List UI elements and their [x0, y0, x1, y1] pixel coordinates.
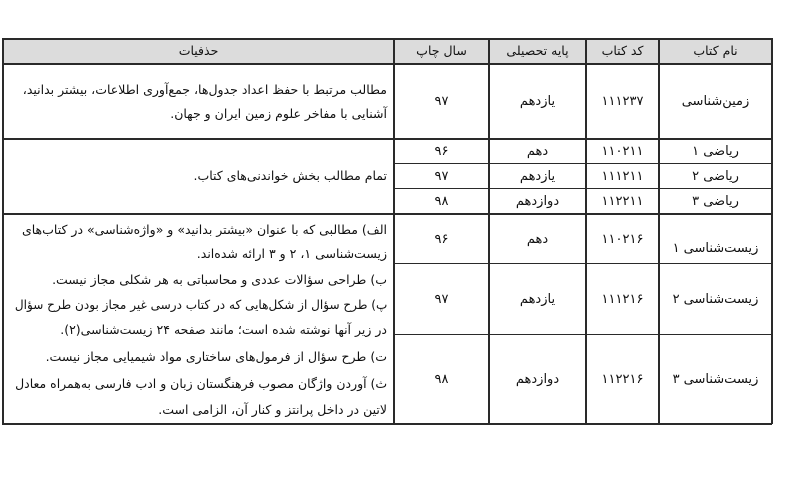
deletion-text: الف) مطالبی که با عنوان «بیشتر بدانید» و «واژه‌شناسی» در کتاب‌های: [21, 222, 387, 237]
deletion-text: آشنایی با مفاخر علوم زمین ایران و جهان.: [170, 106, 387, 121]
deletion-text: پ) طرح سؤال از شکل‌هایی که در کتاب درسی غیر مجاز بودن طرح سؤال: [14, 297, 387, 312]
header-book-code: کد کتاب: [587, 40, 658, 63]
table-left-border: [2, 38, 4, 424]
cell-book-code: ۱۱۰۲۱۱: [601, 144, 644, 159]
cell-print-year: ۹۸: [434, 193, 449, 209]
deletion-text: ب) طراحی سؤالات عددی و محاسباتی به هر شکلی مجاز نیست.: [52, 272, 387, 287]
deletion-text: مطالب مرتبط با حفظ اعداد جدول‌ها، جمع‌آوری اطلاعات، بیشتر بدانید،: [22, 82, 387, 97]
cell-grade: یازدهم: [519, 168, 556, 184]
table-bottom-border: [2, 423, 772, 425]
cell-print-year: ۹۷: [434, 94, 449, 109]
cell-book-name: زمین‌شناسی: [681, 94, 750, 109]
deletion-text: ت) طرح سؤال از فرمول‌های ساختاری مواد شیمیایی مجاز نیست.: [45, 349, 387, 364]
cell-grade: یازدهم: [519, 94, 556, 109]
cell-book-code: ۱۱۱۲۱۶: [601, 291, 644, 307]
cell-print-year: ۹۸: [434, 371, 449, 387]
cell-grade: دوازدهم: [515, 193, 560, 209]
deletion-text: لاتین در داخل پرانتز و کنار آن، الزامی است.: [158, 402, 387, 417]
cell-book-name: ریاضی ۱: [692, 144, 739, 159]
cell-grade: دوازدهم: [515, 371, 560, 387]
header-deletions: حذفیات: [4, 40, 393, 63]
cell-grade: دهم: [526, 231, 549, 247]
deletion-text: زیست‌شناسی ۱، ۲ و ۳ ارائه شده‌اند.: [196, 246, 387, 261]
header-grade: پایه تحصیلی: [490, 40, 585, 63]
cell-print-year: ۹۶: [434, 144, 449, 159]
cell-book-code: ۱۱۰۲۱۶: [601, 231, 644, 247]
cell-book-name: ریاضی ۲: [692, 168, 739, 184]
cell-print-year: ۹۷: [434, 291, 449, 307]
header-book-name: نام کتاب: [660, 40, 771, 63]
cell-grade: دهم: [526, 144, 549, 159]
deletion-text: ث) آوردن واژگان مصوب فرهنگستان زبان و ادب فارسی به‌همراه معادل: [14, 376, 387, 391]
cell-grade: یازدهم: [519, 291, 556, 307]
cell-book-code: ۱۱۲۲۱۱: [601, 193, 644, 209]
cell-book-code: ۱۱۲۲۱۶: [601, 371, 644, 387]
cell-book-name: زیست‌شناسی ۳: [672, 371, 759, 387]
cell-book-name: زیست‌شناسی ۲: [672, 291, 759, 307]
deletion-text: تمام مطالب بخش خواندنی‌های کتاب.: [193, 168, 387, 183]
cell-book-code: ۱۱۱۲۱۱: [601, 168, 644, 184]
cell-book-name: زیست‌شناسی ۱: [672, 240, 759, 256]
table-right-border: [771, 38, 773, 424]
cell-print-year: ۹۷: [434, 168, 449, 184]
cell-book-name: ریاضی ۳: [692, 193, 739, 209]
cell-print-year: ۹۶: [434, 231, 449, 247]
deletion-text: در زیر آنها نوشته شده است؛ مانند صفحه ۲۴ زیست‌شناسی(۲).: [60, 322, 387, 337]
header-print-year: سال چاپ: [395, 40, 488, 63]
cell-book-code: ۱۱۱۲۳۷: [601, 94, 644, 109]
